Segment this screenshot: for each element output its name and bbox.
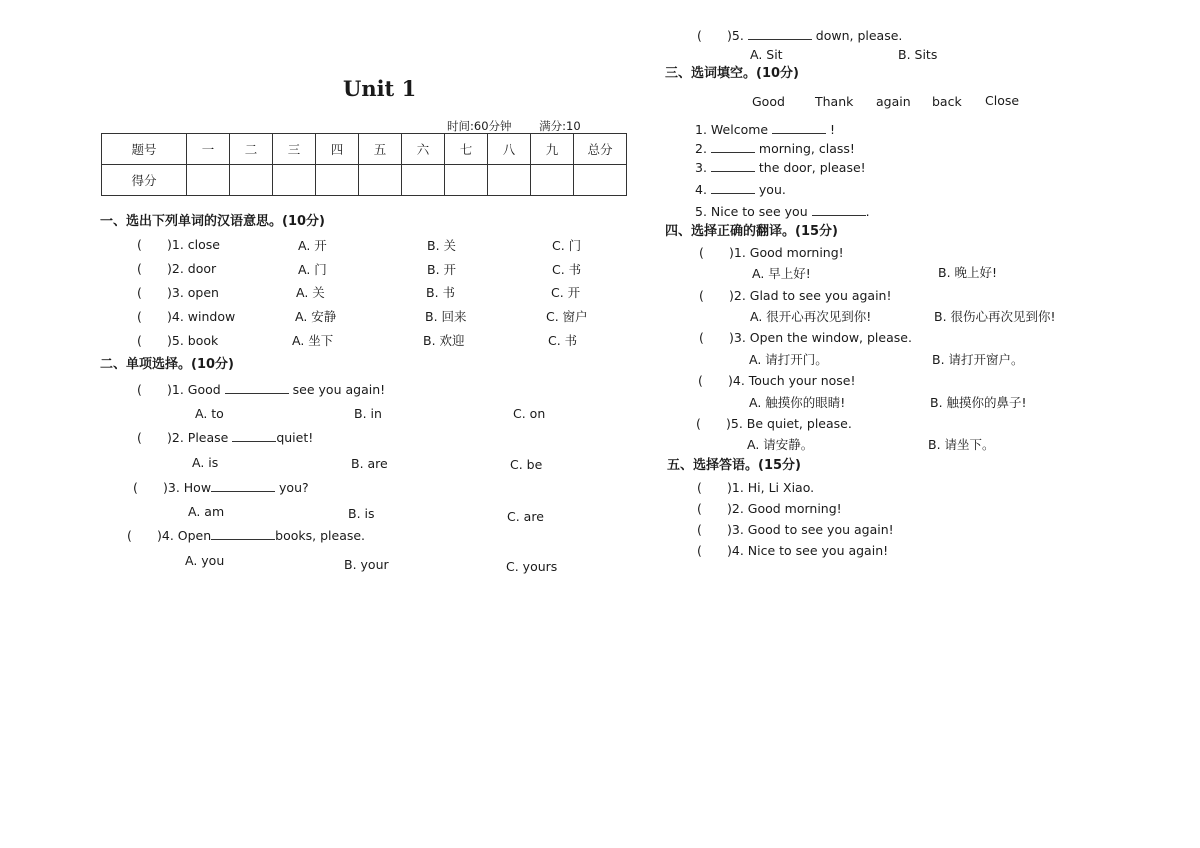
word-bank-item: Close — [985, 93, 1020, 108]
score-table-col: 九 — [531, 134, 574, 165]
option-a: A. 开 — [298, 238, 327, 253]
score-table-col: 八 — [488, 134, 531, 165]
question-row: ( )3. How you? — [133, 480, 309, 495]
exam-full-score: 满分:10 — [539, 119, 581, 133]
score-cell[interactable] — [488, 165, 531, 196]
question-row: ( )3. Good to see you again! — [697, 522, 894, 537]
fill-row: 4. you. — [695, 182, 786, 197]
score-table-total: 总分 — [574, 134, 627, 165]
fill-row: 1. Welcome ! — [695, 122, 836, 137]
score-table-col: 六 — [402, 134, 445, 165]
option-a: A. Sit — [750, 47, 783, 62]
exam-meta — [447, 118, 605, 134]
score-table — [101, 133, 627, 196]
option-b: B. 欢迎 — [423, 333, 465, 348]
section-heading-4: 四、选择正确的翻译。(15分) — [665, 224, 838, 239]
score-table-row-label: 得分 — [102, 165, 187, 196]
option-b: B. is — [348, 506, 375, 521]
question-row: ( )2. door — [137, 261, 217, 276]
option-c: C. 开 — [551, 285, 581, 300]
answer-blank[interactable] — [711, 182, 755, 194]
option-b: B. your — [344, 557, 389, 572]
score-table-row-label: 题号 — [102, 134, 187, 165]
option-a: A. 关 — [296, 285, 325, 300]
option-a: A. you — [185, 553, 225, 568]
fill-row: 5. Nice to see you . — [695, 204, 870, 219]
score-cell[interactable] — [316, 165, 359, 196]
score-cell[interactable] — [445, 165, 488, 196]
question-row: ( )2. Please quiet! — [137, 430, 314, 445]
option-b: B. 请打开窗户。 — [932, 352, 1024, 367]
answer-blank[interactable] — [772, 122, 826, 134]
score-table-col: 二 — [230, 134, 273, 165]
answer-blank[interactable] — [225, 382, 289, 394]
question-row: ( )4. Touch your nose! — [698, 373, 856, 388]
exam-time: 时间:60分钟 — [447, 119, 512, 133]
option-a: A. to — [195, 406, 224, 421]
score-table-col: 三 — [273, 134, 316, 165]
option-b: B. 触摸你的鼻子! — [930, 395, 1027, 410]
question-row: ( )5. down, please. — [697, 28, 903, 43]
option-b: B. 回来 — [425, 309, 467, 324]
word-bank-item: again — [876, 94, 911, 109]
score-cell[interactable] — [230, 165, 273, 196]
option-a: A. 请打开门。 — [749, 352, 828, 367]
option-a: A. am — [188, 504, 225, 519]
question-row: ( )1. close — [137, 237, 220, 252]
score-cell[interactable] — [273, 165, 316, 196]
score-cell[interactable] — [402, 165, 445, 196]
page-title: Unit 1 — [343, 76, 417, 101]
section-heading-1: 一、选出下列单词的汉语意思。(10分) — [100, 214, 325, 229]
option-b: B. 开 — [427, 262, 457, 277]
question-row: ( )3. open — [137, 285, 219, 300]
option-c: C. be — [510, 457, 543, 472]
option-b: B. 关 — [427, 238, 457, 253]
option-c: C. are — [507, 509, 544, 524]
question-row: ( )1. Good see you again! — [137, 382, 386, 397]
option-b: B. Sits — [898, 47, 938, 62]
option-c: C. 门 — [552, 238, 582, 253]
option-b: B. 书 — [426, 285, 456, 300]
answer-blank[interactable] — [232, 430, 276, 442]
word-bank-item: Good — [752, 94, 785, 109]
score-table-col: 七 — [445, 134, 488, 165]
option-a: A. 很开心再次见到你! — [750, 309, 872, 324]
option-a: A. 坐下 — [292, 333, 334, 348]
option-a: A. is — [192, 455, 219, 470]
option-c: C. 书 — [552, 262, 582, 277]
option-c: C. yours — [506, 559, 558, 574]
option-c: C. on — [513, 406, 546, 421]
question-row: ( )2. Good morning! — [697, 501, 842, 516]
section-heading-2: 二、单项选择。(10分) — [100, 357, 234, 372]
answer-blank[interactable] — [711, 141, 755, 153]
question-row: ( )2. Glad to see you again! — [699, 288, 892, 303]
option-c: C. 书 — [548, 333, 578, 348]
score-cell[interactable] — [531, 165, 574, 196]
question-row: ( )3. Open the window, please. — [699, 330, 912, 345]
question-row: ( )4. window — [137, 309, 236, 324]
question-row: ( )1. Hi, Li Xiao. — [697, 480, 815, 495]
word-bank-item: Thank — [815, 94, 854, 109]
answer-blank[interactable] — [812, 204, 866, 216]
question-row: ( )5. Be quiet, please. — [696, 416, 852, 431]
option-a: A. 门 — [298, 262, 327, 277]
option-c: C. 窗户 — [546, 309, 588, 324]
answer-blank[interactable] — [711, 160, 755, 172]
score-table-col: 一 — [187, 134, 230, 165]
score-cell[interactable] — [187, 165, 230, 196]
question-row: ( )5. book — [137, 333, 219, 348]
fill-row: 2. morning, class! — [695, 141, 855, 156]
option-b: B. in — [354, 406, 382, 421]
answer-blank[interactable] — [211, 528, 275, 540]
score-cell[interactable] — [359, 165, 402, 196]
option-a: A. 触摸你的眼睛! — [749, 395, 846, 410]
option-b: B. are — [351, 456, 388, 471]
score-table-row-score — [102, 165, 627, 196]
fill-row: 3. the door, please! — [695, 160, 866, 175]
score-cell-total[interactable] — [574, 165, 627, 196]
word-bank-item: back — [932, 94, 962, 109]
option-a: A. 早上好! — [752, 266, 811, 281]
score-table-row-number — [102, 134, 627, 165]
answer-blank[interactable] — [748, 28, 812, 40]
score-table-col: 四 — [316, 134, 359, 165]
answer-blank[interactable] — [211, 480, 275, 492]
question-row: ( )1. Good morning! — [699, 245, 844, 260]
option-b: B. 很伤心再次见到你! — [934, 309, 1056, 324]
question-row: ( )4. Nice to see you again! — [697, 543, 889, 558]
score-table-col: 五 — [359, 134, 402, 165]
option-a: A. 安静 — [295, 309, 337, 324]
option-a: A. 请安静。 — [747, 437, 814, 452]
question-row: ( )4. Open books, please. — [127, 528, 366, 543]
section-heading-3: 三、选词填空。(10分) — [665, 66, 799, 81]
option-b: B. 晚上好! — [938, 265, 998, 280]
option-b: B. 请坐下。 — [928, 437, 995, 452]
section-heading-5: 五、选择答语。(15分) — [667, 458, 801, 473]
